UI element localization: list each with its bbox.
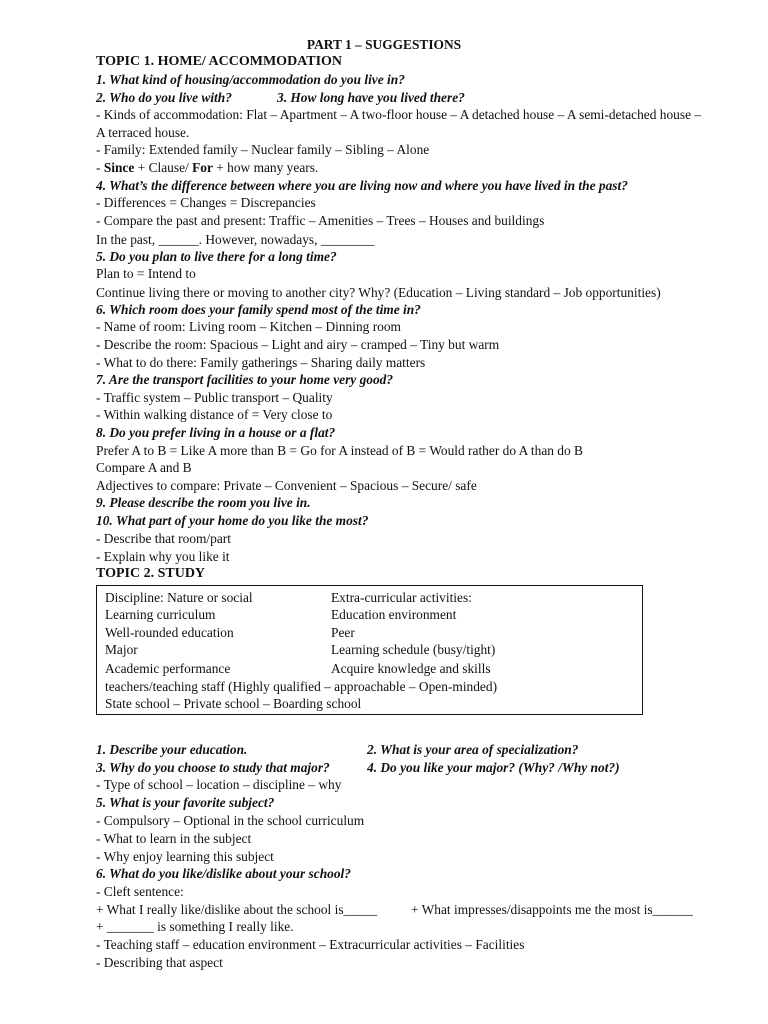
topic1-question-1: 1. What kind of housing/accommodation do you live in? — [96, 72, 405, 87]
text-line: Continue living there or moving to another city? Why? (Education – Living standard – Job opportunities) — [96, 285, 661, 300]
text-line: - Why enjoy learning this subject — [96, 849, 274, 864]
text-line: + What impresses/disappoints me the most is______ — [411, 902, 693, 917]
text-fragment: - — [96, 160, 104, 175]
topic1-question-3: 3. How long have you lived there? — [277, 90, 465, 105]
text-line: A terraced house. — [96, 125, 190, 140]
vocab-item: State school – Private school – Boarding school — [105, 696, 362, 711]
topic1-question-9: 9. Please describe the room you live in. — [96, 495, 311, 510]
text-line: Adjectives to compare: Private – Convenient – Spacious – Secure/ safe — [96, 478, 477, 493]
topic1-question-8: 8. Do you prefer living in a house or a flat? — [96, 425, 336, 440]
topic2-question-3: 3. Why do you choose to study that major? — [96, 760, 330, 775]
text-line: - Describing that aspect — [96, 955, 223, 970]
text-line: - What to learn in the subject — [96, 831, 252, 846]
topic1-question-6: 6. Which room does your family spend most of the time in? — [96, 302, 421, 317]
topic2-question-6: 6. What do you like/dislike about your school? — [96, 866, 351, 881]
vocab-item: Peer — [331, 625, 355, 640]
text-line: - Traffic system – Public transport – Quality — [96, 390, 333, 405]
text-line: - Explain why you like it — [96, 549, 230, 564]
text-line: - Compare the past and present: Traffic – Amenities – Trees – Houses and buildings — [96, 213, 545, 228]
topic1-question-5: 5. Do you plan to live there for a long time? — [96, 249, 337, 264]
text-line: + _______ is something I really like. — [96, 919, 294, 934]
topic1-heading: TOPIC 1. HOME/ ACCOMMODATION — [96, 54, 343, 69]
text-line: - Compulsory – Optional in the school curriculum — [96, 813, 365, 828]
topic1-question-7: 7. Are the transport facilities to your home very good? — [96, 372, 394, 387]
topic2-heading: TOPIC 2. STUDY — [96, 566, 206, 581]
topic2-question-1: 1. Describe your education. — [96, 742, 248, 757]
vocab-item: Discipline: Nature or social — [105, 590, 253, 605]
vocab-item: Learning schedule (busy/tight) — [331, 642, 496, 657]
text-line: - Describe that room/part — [96, 531, 231, 546]
topic2-question-4: 4. Do you like your major? (Why? /Why not?) — [367, 760, 620, 775]
topic1-question-10: 10. What part of your home do you like the most? — [96, 513, 369, 528]
text-line: - Name of room: Living room – Kitchen – Dinning room — [96, 319, 401, 334]
text-line: Prefer A to B = Like A more than B = Go for A instead of B = Would rather do A than do B — [96, 443, 583, 458]
keyword-since: Since — [103, 160, 135, 175]
text-line: - Type of school – location – discipline – why — [96, 777, 342, 792]
text-line: - Within walking distance of = Very close to — [96, 407, 333, 422]
vocab-item: teachers/teaching staff (Highly qualified – approachable – Open-minded) — [105, 679, 498, 694]
text-line: - Differences = Changes = Discrepancies — [96, 195, 316, 210]
since-for-line — [96, 160, 318, 176]
text-line: - Family: Extended family – Nuclear family – Sibling – Alone — [96, 142, 430, 157]
text-line: - Cleft sentence: — [96, 884, 184, 899]
text-line: - Kinds of accommodation: Flat – Apartment – A two-floor house – A detached house – A semi-detached house – — [96, 107, 702, 122]
vocab-item: Major — [105, 642, 138, 657]
text-line: - Teaching staff – education environment – Extracurricular activities – Facilities — [96, 937, 525, 952]
vocab-item: Extra-curricular activities: — [331, 590, 472, 605]
vocab-item: Learning curriculum — [105, 607, 216, 622]
text-line: Compare A and B — [96, 460, 192, 475]
topic1-question-2: 2. Who do you live with? — [96, 90, 232, 105]
text-line: - Describe the room: Spacious – Light and airy – cramped – Tiny but warm — [96, 337, 500, 352]
text-line: + What I really like/dislike about the school is_____ — [96, 902, 378, 917]
text-fragment: + Clause/ — [134, 160, 193, 175]
vocab-item: Acquire knowledge and skills — [331, 661, 491, 676]
keyword-for: For — [192, 160, 213, 175]
text-fragment: + how many years. — [212, 160, 319, 175]
topic1-question-4: 4. What’s the difference between where you are living now and where you have lived in the past? — [96, 178, 628, 193]
vocab-item: Education environment — [331, 607, 457, 622]
vocab-item: Academic performance — [105, 661, 231, 676]
vocabulary-box — [96, 585, 643, 715]
topic2-question-2: 2. What is your area of specialization? — [367, 742, 579, 757]
text-line: In the past, ______. However, nowadays, ________ — [96, 232, 375, 247]
page-title: PART 1 – SUGGESTIONS — [306, 37, 462, 52]
text-line: Plan to = Intend to — [96, 266, 196, 281]
vocab-item: Well-rounded education — [105, 625, 234, 640]
topic2-question-5: 5. What is your favorite subject? — [96, 795, 275, 810]
text-line: - What to do there: Family gatherings – Sharing daily matters — [96, 355, 426, 370]
